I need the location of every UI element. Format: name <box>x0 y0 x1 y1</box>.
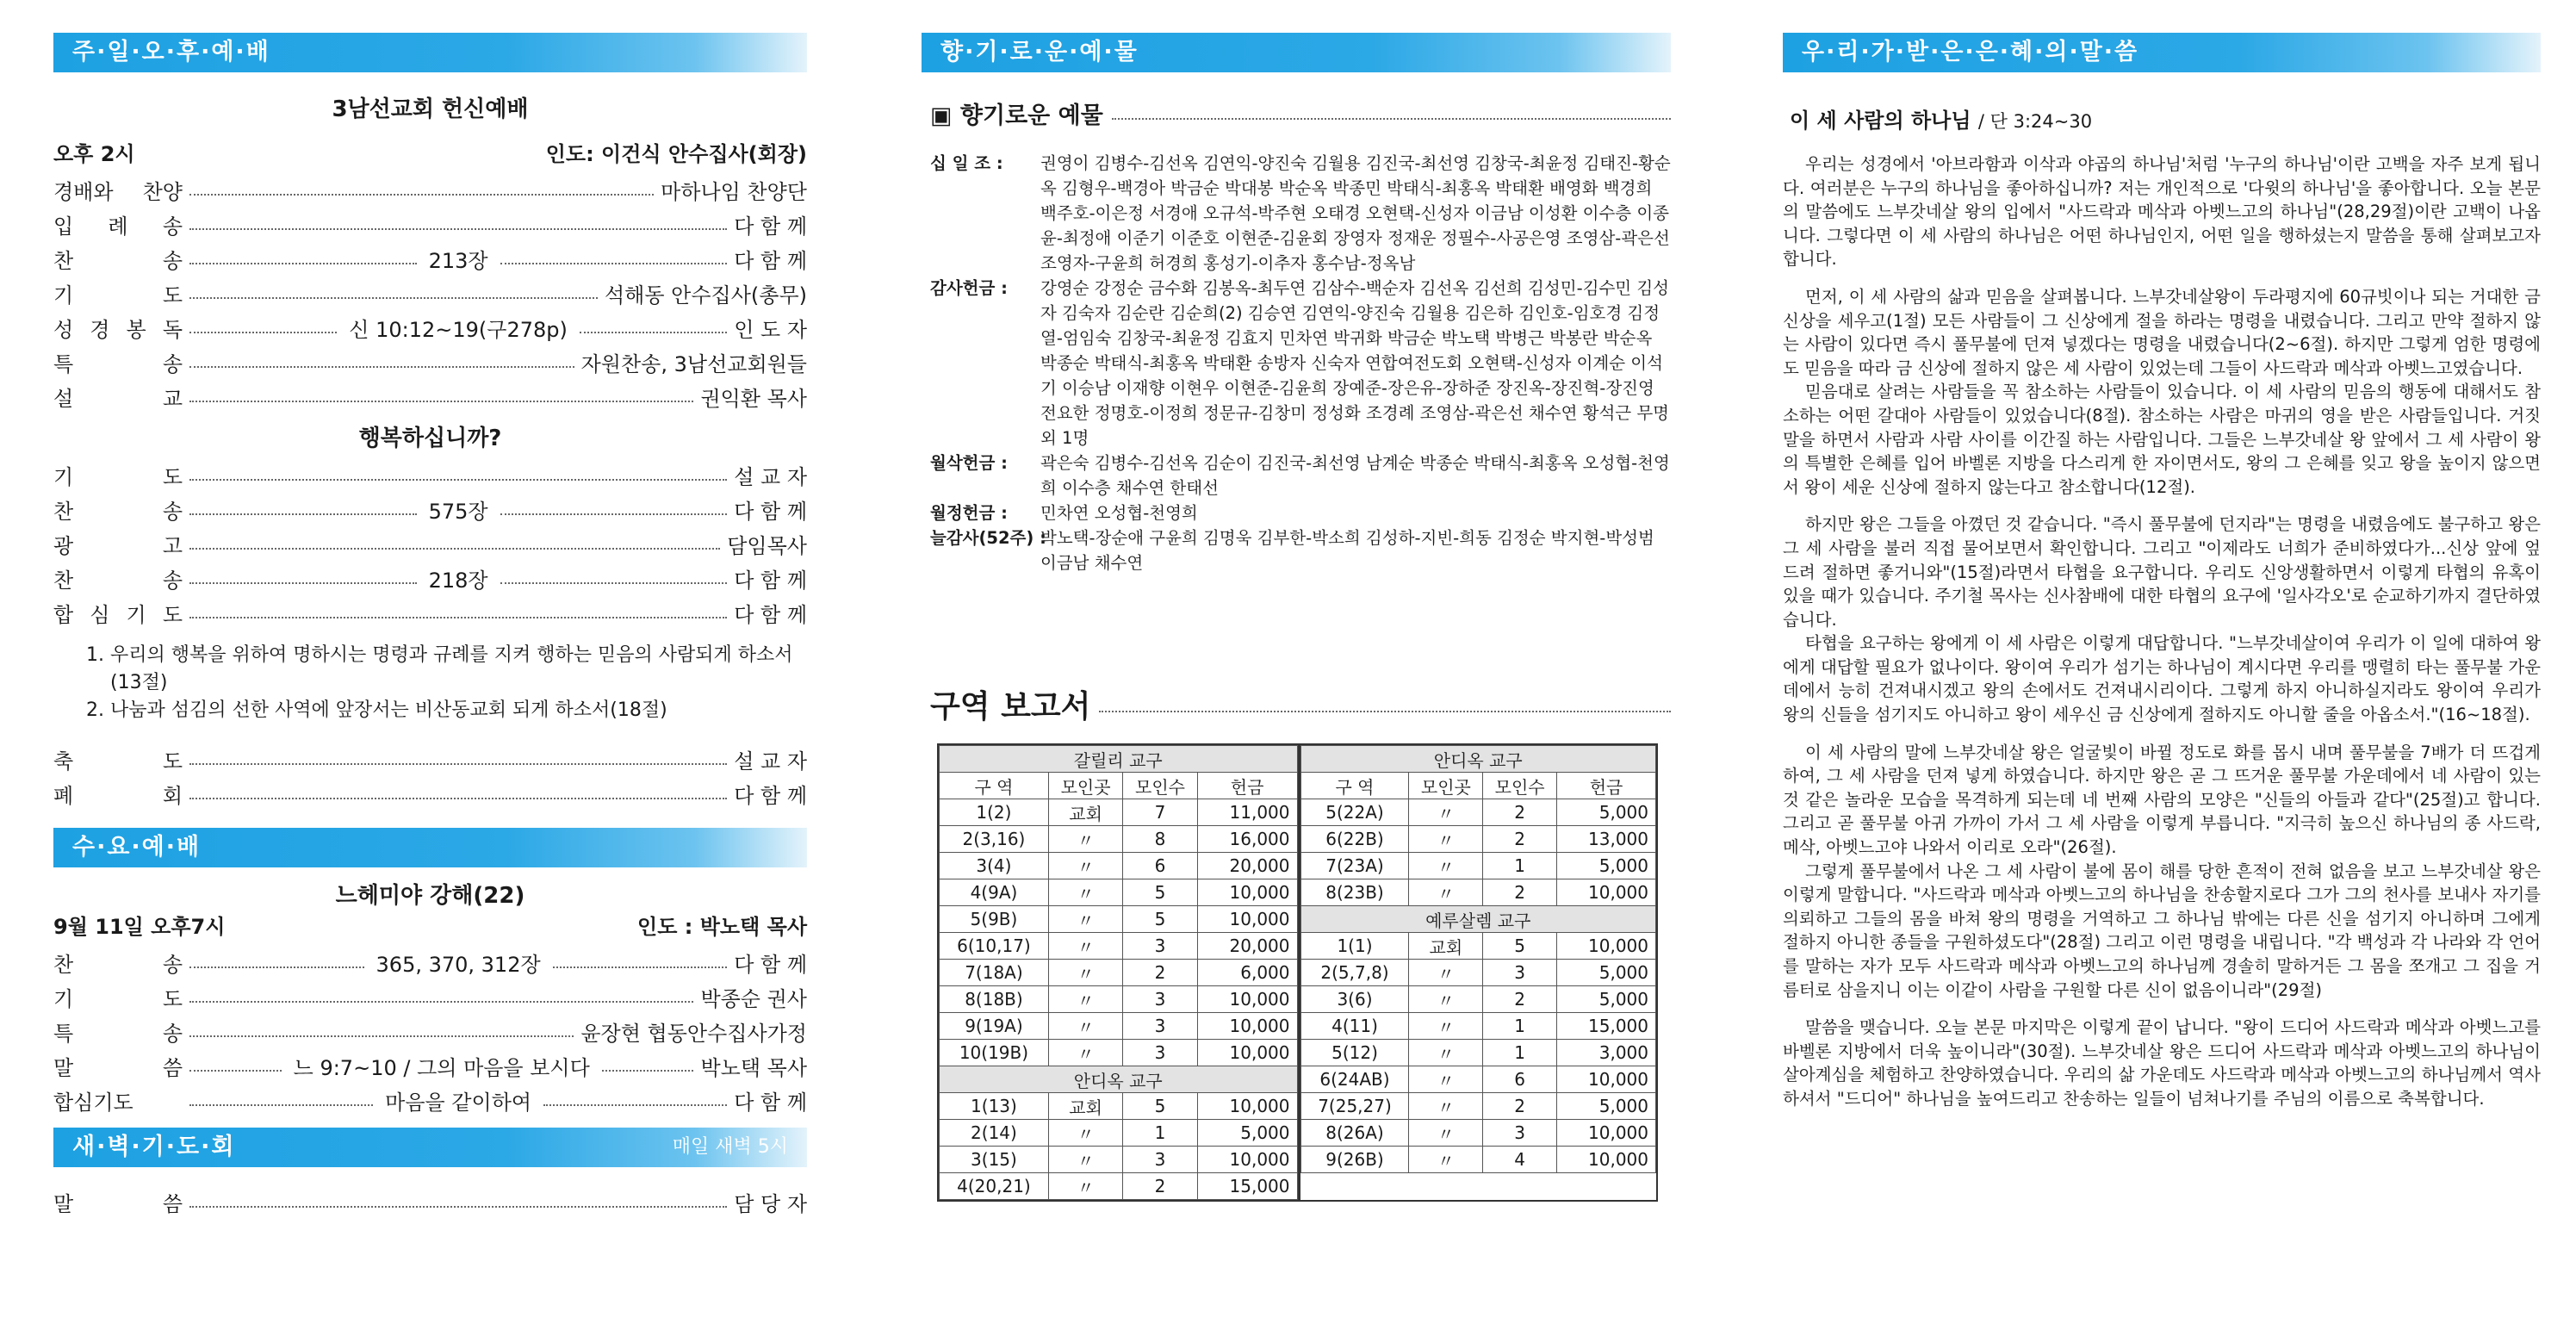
table-row <box>940 879 1298 906</box>
sunday-order-list-2 <box>53 457 807 630</box>
table-cell: 〃 <box>1048 879 1122 906</box>
offering-names: 민차연 오성협-천영희 <box>1040 503 1198 523</box>
order-row <box>53 776 807 811</box>
table-cell: 10,000 <box>1197 906 1297 933</box>
table-cell: 1 <box>1483 1013 1557 1040</box>
table-cell: 〃 <box>1409 1147 1483 1173</box>
table-cell: 〃 <box>1048 826 1122 853</box>
table-cell: 4 <box>1483 1147 1557 1173</box>
table-cell: 〃 <box>1409 1120 1483 1147</box>
table-cell: 〃 <box>1048 1040 1122 1066</box>
order-value: 마하나임 찬양단 <box>661 179 807 204</box>
order-label: 특 송 <box>53 351 183 376</box>
order-label: 특 송 <box>53 1021 183 1046</box>
sunday-leader: 인도: 이건식 안수집사(회장) <box>545 142 807 166</box>
table-cell: 2 <box>1123 960 1197 986</box>
table-cell: 6(24AB) <box>1300 1066 1409 1093</box>
sermon-band: 우·리·가·받·은·은·혜·의·말·씀 <box>1783 33 2541 72</box>
table-cell: 8(18B) <box>940 986 1049 1013</box>
order-row <box>53 241 807 276</box>
offering-names: 권영이 김병수-김선옥 김연익-양진숙 김월용 김진국-최선영 김창국-최윤정 김태진-황순옥 김형우-백경아 박금순 박대봉 박순옥 박종민 박태식-최홍옥 박태환 배영화 백경희 백주호-이은정 서경애 오규석-박주현 오태경 오현택-신성자 이금남 이성환 이수층 이종윤-최정애 이준기 이준호 이현준-김윤회 장영자 정재운 정필수-사공은영 조영삼-곽은선 조영자-구윤희 허경희 홍성기-이추자 홍수남-정옥남 <box>1040 153 1671 273</box>
column-header: 모인곳 <box>1409 773 1483 799</box>
report-title <box>930 682 1671 726</box>
dawn-band-title: 새·벽·기·도·회 <box>72 1134 236 1160</box>
table-cell: 3 <box>1123 1040 1197 1066</box>
table-row <box>940 826 1298 853</box>
offering-label: 감사헌금 : <box>930 278 1008 298</box>
table-cell: 교회 <box>1048 799 1122 826</box>
offering-label: 십 일 조 : <box>930 153 1003 173</box>
table-row <box>940 1040 1298 1066</box>
order-row <box>53 492 807 526</box>
district-group-header: 안디옥 교구 <box>940 1066 1298 1093</box>
table-cell: 8(26A) <box>1300 1120 1409 1147</box>
table-cell: 〃 <box>1048 906 1122 933</box>
table-cell: 7(23A) <box>1300 853 1409 879</box>
column-header: 구 역 <box>940 773 1049 799</box>
offering-label: 월삭헌금 : <box>930 453 1008 473</box>
table-cell: 3(15) <box>940 1147 1049 1173</box>
table-cell: 5,000 <box>1557 960 1656 986</box>
order-detail: 218장 <box>428 568 488 593</box>
order-detail: 213장 <box>428 248 488 273</box>
table-cell: 20,000 <box>1197 933 1297 960</box>
table-cell: 5 <box>1123 879 1197 906</box>
table-cell: 5(12) <box>1300 1040 1409 1066</box>
sermon-paragraph: 먼저, 이 세 사람의 삶과 믿음을 살펴봅니다. 느부갓네살왕이 두라평지에 60규빗이나 되는 거대한 금 신상을 세우고(1절) 모든 사람들이 그 신상에게 절을 하라는 명령을 내렸습니다. 그리고 만약 절하지 않는 사람이 있다면 즉시 풀무불에 던져 넣겠다는 명령을 내렸습니다(2~6절). 하지만 그렇게 엄한 명령에도 믿음을 따라 금 신상에 절하지 않은 세 사람이 있었는데 그들이 사드락과 메삭과 아벳느고였습니다. <box>1783 286 2541 378</box>
column-header: 모인곳 <box>1048 773 1122 799</box>
order-detail: 575장 <box>428 499 488 524</box>
table-row <box>1300 826 1656 853</box>
order-label: 축 도 <box>53 749 183 774</box>
district-report-tables <box>937 743 1658 1202</box>
offering-group <box>930 525 1671 575</box>
table-row <box>1300 986 1656 1013</box>
sunday-order-list <box>53 172 807 413</box>
order-row <box>53 379 807 413</box>
table-row <box>1300 853 1656 879</box>
prayer-item: 1. 우리의 행복을 위하여 명하시는 명령과 규례를 지켜 행하는 믿음의 사람되게 하소서(13절) <box>86 644 793 693</box>
table-cell: 〃 <box>1409 960 1483 986</box>
table-cell: 〃 <box>1409 853 1483 879</box>
table-cell: 9(26B) <box>1300 1147 1409 1173</box>
table-cell: 2 <box>1123 1173 1197 1200</box>
table-cell: 15,000 <box>1557 1013 1656 1040</box>
offering-group <box>930 151 1671 276</box>
table-cell: 9(19A) <box>940 1013 1049 1040</box>
column-header: 모인수 <box>1123 773 1197 799</box>
order-row <box>53 345 807 379</box>
table-cell: 5,000 <box>1557 1093 1656 1120</box>
wednesday-info <box>53 910 807 940</box>
table-cell: 10,000 <box>1197 1093 1297 1120</box>
sermon-paragraph: 그렇게 풀무불에서 나온 그 세 사람이 불에 몸이 해를 당한 흔적이 전혀 없음을 보고 느부갓네살 왕은 이렇게 말합니다. "사드락과 메삭과 아벳느고의 하나님을 찬송할지로다 그가 그의 천사를 보내사 자기를 의뢰하고 그들의 몸을 바쳐 왕의 명령을 거역하고 그 하나님 밖에는 다른 신을 섬기지 아니하며 그에게 절하지 아니한 종들을 구원하셨도다"(28절) 그리고 이런 명령을 내립니다. "각 백성과 각 나라와 각 언어를 말하는 자가 모두 사드락과 메삭과 아벳느고의 하나님께 경솔히 말하거든 그 몸을 쪼개고 그 집을 거름터로 삼을지니 이는 이같이 사람을 구원할 다른 신이 없음이니라"(29절) <box>1783 861 2541 1000</box>
sermon-column <box>1783 33 2541 1125</box>
order-label: 입 례 송 <box>53 214 183 239</box>
order-label: 찬 송 <box>53 568 183 593</box>
offering-group <box>930 500 1671 525</box>
table-cell: 5 <box>1483 933 1557 960</box>
sunday-time: 오후 2시 <box>53 142 135 166</box>
table-cell: 10(19B) <box>940 1040 1049 1066</box>
order-row <box>53 561 807 595</box>
table-cell: 〃 <box>1409 986 1483 1013</box>
table-row <box>1300 879 1656 906</box>
table-cell: 2(14) <box>940 1120 1049 1147</box>
order-label: 합심기도 <box>53 1090 133 1115</box>
table-cell: 5 <box>1123 1093 1197 1120</box>
order-value: 자원찬송, 3남선교회원들 <box>580 351 807 376</box>
sermon-paragraph: 말씀을 맺습니다. 오늘 본문 마지막은 이렇게 끝이 납니다. "왕이 드디어 사드락과 메삭과 아벳느고를 바벨론 지방에서 더욱 높이니라"(30절). 느부갓네살 왕은 드디어 사드락과 메삭과 아벳느고의 하나님이 살아계심을 체험하고 찬양하였습니다. 우리의 삶 가운데도 사드락과 메삭과 아벳느고의 하나님께서 역사하셔서 "드디어" 하나님을 높여드리고 찬송하는 일들이 넘쳐나기를 주님의 이름으로 축복합니다. <box>1783 1017 2541 1109</box>
offering-group <box>930 451 1671 500</box>
table-cell: 6 <box>1483 1066 1557 1093</box>
order-label: 찬 송 <box>53 248 183 273</box>
order-row <box>53 172 807 207</box>
report-title-text: 구역 보고서 <box>930 689 1091 724</box>
table-cell: 10,000 <box>1197 1147 1297 1173</box>
table-cell: 3 <box>1483 960 1557 986</box>
order-value: 권익환 목사 <box>700 386 807 411</box>
table-cell: 1 <box>1483 1040 1557 1066</box>
table-row <box>940 906 1298 933</box>
table-row <box>940 933 1298 960</box>
table-cell: 2 <box>1483 1093 1557 1120</box>
order-label: 기 도 <box>53 464 183 489</box>
order-value: 다 함 께 <box>734 248 807 273</box>
table-cell: 3 <box>1123 1013 1197 1040</box>
order-row <box>53 979 807 1014</box>
table-cell: 6(22B) <box>1300 826 1409 853</box>
table-cell: 교회 <box>1048 1093 1122 1120</box>
table-cell: 2 <box>1483 799 1557 826</box>
order-value: 담 당 자 <box>734 1191 807 1216</box>
order-row <box>53 1184 807 1219</box>
table-cell: 3,000 <box>1557 1040 1656 1066</box>
wednesday-order-list <box>53 945 807 1117</box>
table-cell: 〃 <box>1048 986 1122 1013</box>
table-cell: 20,000 <box>1197 853 1297 879</box>
table-row <box>940 1120 1298 1147</box>
worship-order-column <box>53 33 807 1219</box>
table-cell: 8(23B) <box>1300 879 1409 906</box>
order-detail: 느 9:7~10 / 그의 마음을 보시다 <box>293 1055 590 1080</box>
table-cell: 1(13) <box>940 1093 1049 1120</box>
table-cell: 5,000 <box>1557 986 1656 1013</box>
sermon-subtitle: 행복하십니까? <box>358 426 502 451</box>
sunday-band: 주·일·오·후·예·배 <box>53 33 807 72</box>
offering-column <box>922 33 1671 1202</box>
order-label: 합 심 기 도 <box>53 602 183 627</box>
table-row <box>1300 1120 1656 1147</box>
table-row <box>940 1147 1298 1173</box>
sunday-title: 3남선교회 헌신예배 <box>332 96 529 122</box>
table-cell: 7(18A) <box>940 960 1049 986</box>
order-value: 설 교 자 <box>734 464 807 489</box>
offering-title-text: ▣ 향기로운 예물 <box>930 103 1103 129</box>
table-cell: 6(10,17) <box>940 933 1049 960</box>
table-row <box>940 1173 1298 1200</box>
order-label: 기 도 <box>53 283 183 308</box>
offering-label: 늘감사(52주) : <box>930 528 1046 548</box>
table-cell: 3(6) <box>1300 986 1409 1013</box>
table-cell: 5(9B) <box>940 906 1049 933</box>
order-detail: 신 10:12~19(구278p) <box>349 317 568 342</box>
table-cell: 1 <box>1123 1120 1197 1147</box>
table-cell: 11,000 <box>1197 799 1297 826</box>
order-value: 윤장현 협동안수집사가정 <box>580 1021 807 1046</box>
table-cell: 4(9A) <box>940 879 1049 906</box>
order-value: 담임목사 <box>727 533 807 558</box>
sunday-info <box>53 137 807 167</box>
sermon-title <box>1790 103 2541 134</box>
order-label: 찬 송 <box>53 952 183 977</box>
offering-label: 월정헌금 : <box>930 503 1008 523</box>
table-cell: 13,000 <box>1557 826 1656 853</box>
table-cell: 2 <box>1483 879 1557 906</box>
table-cell: 5,000 <box>1557 799 1656 826</box>
order-value: 다 함 께 <box>734 952 808 977</box>
order-row <box>53 276 807 310</box>
offering-list <box>930 151 1671 575</box>
table-cell: 3 <box>1123 933 1197 960</box>
district-group-header: 예루살렘 교구 <box>1300 906 1656 933</box>
report-table-left <box>939 745 1298 1200</box>
table-cell: 10,000 <box>1557 879 1656 906</box>
table-row <box>1300 1040 1656 1066</box>
table-cell: 5 <box>1123 906 1197 933</box>
order-value: 박노택 목사 <box>700 1055 808 1080</box>
order-detail: 마음을 같이하여 <box>385 1090 532 1115</box>
table-cell: 10,000 <box>1557 1066 1656 1093</box>
wednesday-band: 수·요·예·배 <box>53 828 807 867</box>
sermon-paragraph: 하지만 왕은 그들을 아꼈던 것 같습니다. "즉시 풀무불에 던지라"는 명령을 내렸음에도 불구하고 왕은 그 세 사람을 불러 직접 물어보면서 확인합니다. 그리고 "이제라도 너희가 준비하였다가...신상 앞에 엎드려 절하면 좋거니와"(15절)라면서 타협을 요구합니다. 우리도 신앙생활하면서 이렇게 타협의 유혹이 있을 때가 있습니다. 주기철 목사는 신사참배에 대한 타협의 요구에 '일사각오'로 순교하기까지 결단하였습니다. <box>1783 514 2541 630</box>
order-value: 다 함 께 <box>734 568 807 593</box>
column-header: 헌금 <box>1557 773 1656 799</box>
order-row <box>53 457 807 492</box>
table-cell: 〃 <box>1048 960 1122 986</box>
prayer-item: 2. 나눔과 섬김의 선한 사역에 앞장서는 비산동교회 되게 하소서(18절) <box>86 699 667 721</box>
table-cell: 〃 <box>1048 933 1122 960</box>
sermon-paragraph: 우리는 성경에서 '아브라함과 이삭과 야곱의 하나님'처럼 '누구의 하나님'이란 고백을 자주 보게 됩니다. 여러분은 누구의 하나님을 좋아하십니까? 저는 개인적으로 '다윗의 하나님'을 좋아합니다. 오늘 본문의 말씀에도 느부갓네살 왕의 입에서 "사드락과 메삭과 아벳느고의 하나님"(28,29절)이란 고백이 나옵니다. 그렇다면 이 세 사람의 하나님은 어떤 하나님인지, 어떤 일을 행하셨는지 말씀을 통해 살펴보고자 합니다. <box>1783 154 2541 270</box>
table-cell: 교회 <box>1409 933 1483 960</box>
report-table <box>1300 745 1657 1173</box>
table-cell: 〃 <box>1048 1120 1122 1147</box>
sermon-paragraph: 타협을 요구하는 왕에게 이 세 사람은 이렇게 대답합니다. "느부갓네살이여 우리가 이 일에 대하여 왕에게 대답할 필요가 없나이다. 왕이여 우리가 섬기는 하나님이 계시다면 우리를 맹렬히 타는 풀무불 가운데에서 능히 건져내시겠고 왕의 손에서도 건져내시리이다. 그렇게 하지 아니하실지라도 왕이여 우리가 왕의 신들을 섬기지도 아니하고 왕이 세우신 금 신상에게 절하지도 아니할 줄을 아옵소서."(16~18절). <box>1783 633 2541 725</box>
order-value: 석해동 안수집사(총무) <box>604 283 807 308</box>
offering-band: 향·기·로·운·예·물 <box>922 33 1671 72</box>
table-cell: 2(5,7,8) <box>1300 960 1409 986</box>
table-row <box>1300 799 1656 826</box>
table-row <box>940 960 1298 986</box>
order-value: 박종순 권사 <box>700 986 807 1011</box>
table-cell: 6,000 <box>1197 960 1297 986</box>
column-header: 구 역 <box>1300 773 1409 799</box>
district-group-header: 안디옥 교구 <box>1300 746 1656 773</box>
order-label: 광 고 <box>53 533 183 558</box>
table-cell: 1 <box>1483 853 1557 879</box>
order-value: 다 함 께 <box>734 1090 808 1115</box>
sunday-order-list-3 <box>53 742 807 811</box>
table-cell: 3 <box>1483 1120 1557 1147</box>
table-cell: 3 <box>1123 1147 1197 1173</box>
table-cell: 〃 <box>1048 853 1122 879</box>
order-label: 성 경 봉 독 <box>53 317 183 342</box>
order-detail: 365, 370, 312장 <box>376 952 541 977</box>
order-label: 말 씀 <box>53 1055 183 1080</box>
table-cell: 10,000 <box>1197 986 1297 1013</box>
order-row <box>53 742 807 776</box>
order-label: 폐 회 <box>53 783 183 808</box>
order-label: 기 도 <box>53 986 183 1011</box>
table-cell: 10,000 <box>1197 879 1297 906</box>
table-cell: 〃 <box>1409 799 1483 826</box>
report-table-right <box>1298 745 1657 1200</box>
table-cell: 2 <box>1483 826 1557 853</box>
table-row <box>1300 1093 1656 1120</box>
table-cell: 4(20,21) <box>940 1173 1049 1200</box>
table-cell: 〃 <box>1409 826 1483 853</box>
table-cell: 5,000 <box>1557 853 1656 879</box>
order-row <box>53 595 807 630</box>
wednesday-leader: 인도 : 박노택 목사 <box>637 915 807 939</box>
order-row <box>53 945 807 979</box>
table-row <box>1300 1066 1656 1093</box>
table-cell: 3 <box>1123 986 1197 1013</box>
table-row <box>1300 960 1656 986</box>
table-cell: 2 <box>1483 986 1557 1013</box>
order-label: 경배와 찬양 <box>53 179 183 204</box>
table-row <box>1300 1147 1656 1173</box>
table-row <box>940 1093 1298 1120</box>
offering-group <box>930 276 1671 451</box>
offering-title <box>930 96 1671 130</box>
order-row <box>53 1048 807 1083</box>
order-row <box>53 526 807 561</box>
table-cell: 〃 <box>1048 1013 1122 1040</box>
table-cell: 1(2) <box>940 799 1049 826</box>
table-cell: 〃 <box>1409 1013 1483 1040</box>
table-cell: 〃 <box>1409 879 1483 906</box>
table-cell: 10,000 <box>1197 1040 1297 1066</box>
table-row <box>1300 933 1656 960</box>
wednesday-date: 9월 11일 오후7시 <box>53 915 226 939</box>
table-cell: 7(25,27) <box>1300 1093 1409 1120</box>
table-cell: 〃 <box>1409 1093 1483 1120</box>
dawn-time-note: 매일 새벽 5시 <box>672 1136 788 1158</box>
table-cell: 3(4) <box>940 853 1049 879</box>
table-row <box>940 853 1298 879</box>
order-value: 설 교 자 <box>734 749 807 774</box>
table-cell: 4(11) <box>1300 1013 1409 1040</box>
table-cell: 16,000 <box>1197 826 1297 853</box>
prayer-topics <box>86 642 807 724</box>
offering-names: 곽은숙 김병수-김선옥 김순이 김진국-최선영 남계순 박종순 박태식-최홍옥 오성협-천영희 이수층 채수연 한태선 <box>1040 453 1670 498</box>
order-row <box>53 207 807 241</box>
order-value: 다 함 께 <box>734 602 807 627</box>
sermon-title-text: 이 세 사람의 하나님 <box>1790 109 1971 133</box>
table-cell: 2(3,16) <box>940 826 1049 853</box>
table-row <box>940 1013 1298 1040</box>
sermon-paragraph: 믿음대로 살려는 사람들을 꼭 참소하는 사람들이 있습니다. 이 세 사람의 믿음의 행동에 대해서도 참소하는 어떤 갈대아 사람들이 있었습니다(8절). 참소하는 사람은 마귀의 영을 받은 사람들입니다. 거짓말을 하면서 사람과 사람 사이를 이간질 하는 사람입니다. 그들은 느부갓네살 왕 앞에서 그 세 사람이 왕의 특별한 은혜를 입어 바벨론 지방을 다스리게 한 자이면서도, 왕의 그 은혜를 잊고 왕을 높이지 않으면서 왕이 세운 신상에 절하지 않는다고 참소합니다(12절). <box>1783 382 2541 497</box>
table-row <box>940 799 1298 826</box>
order-label: 찬 송 <box>53 499 183 524</box>
table-row <box>1300 1013 1656 1040</box>
table-cell: 6 <box>1123 853 1197 879</box>
district-group-header: 갈릴리 교구 <box>940 746 1298 773</box>
order-value: 다 함 께 <box>734 499 807 524</box>
table-cell: 10,000 <box>1557 1147 1656 1173</box>
report-table <box>939 745 1298 1200</box>
table-row <box>940 986 1298 1013</box>
offering-names: 강영순 강정순 금수화 김봉옥-최두연 김삼수-백순자 김선옥 김선희 김성민-김수민 김성자 김숙자 김순란 김순희(2) 김승연 김연익-양진숙 김월용 김은하 김인호-임호경 김정열-엄임숙 김창국-최윤정 김효지 민차연 박귀화 박금순 박노택 박병근 박봉란 박순옥 박종순 박태식-최홍옥 박태환 송방자 신숙자 연합여전도회 오현택-신성자 이계순 이석기 이승남 이재향 이현우 이현준-김윤희 장예준-장은유-장하준 장진옥-장진혁-장진영 전요한 정명호-이정희 정문규-김창미 정성화 조경례 조영삼-곽은선 채수연 황석근 무명 외 1명 <box>1040 278 1669 448</box>
table-cell: 〃 <box>1409 1066 1483 1093</box>
order-label: 설 교 <box>53 386 183 411</box>
wednesday-title: 느헤미야 강해(22) <box>335 883 525 909</box>
table-cell: 7 <box>1123 799 1197 826</box>
order-label: 말 씀 <box>53 1191 183 1216</box>
table-cell: 〃 <box>1048 1173 1122 1200</box>
order-value: 인 도 자 <box>734 317 807 342</box>
table-cell: 15,000 <box>1197 1173 1297 1200</box>
table-cell: 10,000 <box>1557 1120 1656 1147</box>
column-header: 헌금 <box>1197 773 1297 799</box>
sermon-body <box>1783 152 2541 1111</box>
table-cell: 5,000 <box>1197 1120 1297 1147</box>
table-cell: 5(22A) <box>1300 799 1409 826</box>
sermon-ref: / 단 3:24~30 <box>1977 111 2093 132</box>
offering-names: 박노택-장순애 구윤희 김명욱 김부한-박소희 김성하-지빈-희동 김정순 박지현-박성범 이금남 채수연 <box>1040 528 1654 573</box>
table-cell: 10,000 <box>1197 1013 1297 1040</box>
table-cell: 〃 <box>1048 1147 1122 1173</box>
table-cell: 〃 <box>1409 1040 1483 1066</box>
order-value: 다 함 께 <box>734 783 807 808</box>
table-cell: 8 <box>1123 826 1197 853</box>
order-row <box>53 1014 807 1048</box>
order-value: 다 함 께 <box>734 214 807 239</box>
dawn-band <box>53 1128 807 1167</box>
order-row <box>53 310 807 345</box>
table-cell: 10,000 <box>1557 933 1656 960</box>
order-row <box>53 1083 807 1117</box>
column-header: 모인수 <box>1483 773 1557 799</box>
table-cell: 1(1) <box>1300 933 1409 960</box>
sermon-paragraph: 이 세 사람의 말에 느부갓네살 왕은 얼굴빛이 바뀔 정도로 화를 몹시 내며 풀무불을 7배가 더 뜨겁게 하여, 그 세 사람을 던져 넣게 하였습니다. 하지만 왕은 곧 그 뜨거운 풀무불 가운데에서 네 사람이 있는 것 같은 놀라운 모습을 목격하게 되는데 네 번째 사람의 모양은 "신들의 아들과 같다"(25절)고 합니다. 그리고 곧 풀무불 아귀 가까이 가서 그 세 사람을 이렇게 부릅니다. "지극히 높으신 하나님의 종 사드락, 메삭, 아벳느고야 나와서 이리로 오라"(26절). <box>1783 742 2541 858</box>
